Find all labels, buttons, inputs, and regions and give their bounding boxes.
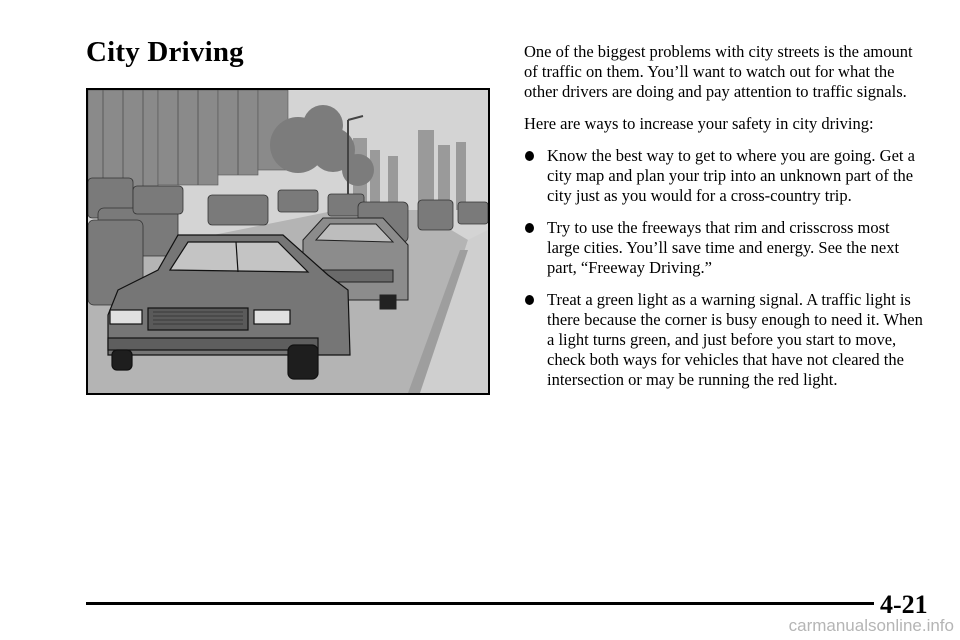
bullet-icon — [525, 151, 534, 161]
list-item-text: Treat a green light as a warning signal. A traffic light is there because the corner is busy enough to need it. When a light turns green, and just before you start to move, check both ways for vehicles that have not cleared the intersection or may be running the red light. — [547, 290, 923, 389]
bullet-icon — [525, 223, 534, 233]
list-item-text: Try to use the freeways that rim and crisscross most large cities. You’ll save time and energy. See the next part, “Freeway Driving.” — [547, 218, 900, 277]
list-item-text: Know the best way to get to where you are going. Get a city map and plan your trip into an unknown part of the city just as you would for a cross-country trip. — [547, 146, 915, 205]
body-text-column — [524, 42, 924, 402]
bullet-icon — [525, 295, 534, 305]
city-traffic-illustration — [86, 88, 490, 395]
footer-divider — [86, 602, 874, 605]
traffic-scene-drawing — [88, 90, 488, 393]
lead-in-paragraph: Here are ways to increase your safety in city driving: — [524, 114, 874, 133]
safety-tips-list — [524, 146, 924, 390]
list-item — [524, 146, 924, 206]
intro-paragraph: One of the biggest problems with city streets is the amount of traffic on them. You’ll want to watch out for what the other drivers are doing and pay attention to traffic signals. — [524, 42, 913, 101]
page-title: City Driving — [86, 36, 244, 68]
list-item — [524, 218, 924, 278]
list-item — [524, 290, 924, 390]
watermark: carmanualsonline.info — [788, 616, 954, 635]
page-number: 4-21 — [880, 590, 928, 619]
